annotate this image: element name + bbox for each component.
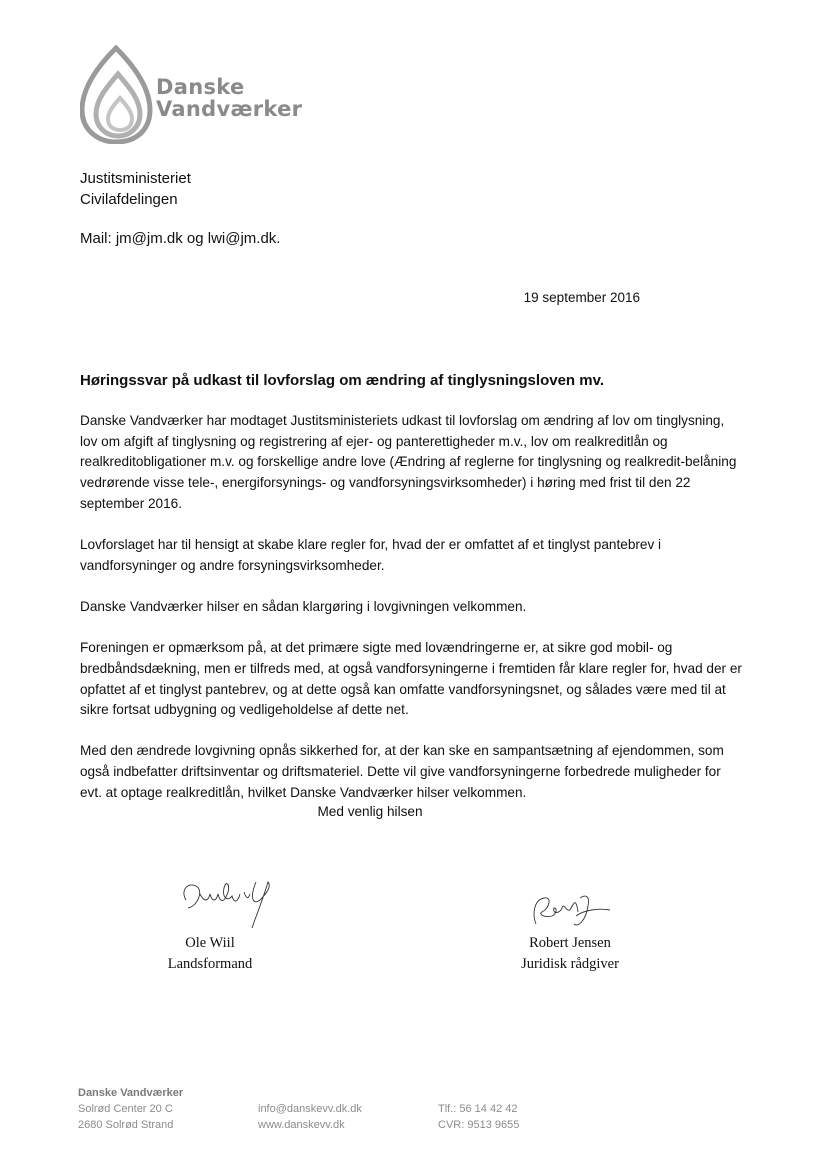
signatory-2	[490, 933, 650, 975]
footer-email[interactable]: info@danskevv.dk.dk	[258, 1103, 362, 1115]
signature-robert-jensen	[514, 888, 624, 934]
signatory-1	[130, 933, 290, 975]
signature-ole-wiil	[176, 872, 286, 932]
footer-numbers	[438, 1085, 519, 1133]
paragraph-4: Foreningen er opmærksom på, at det primære sigte med lovændringerne er, at sikre god mobil- og bredbåndsdækning, men er tilfreds med, at også vandforsyningerne i fremtiden får klare regler for, hvad der er opfattet af et tinglyst pantebrev, og at dette også kan omfatte vandforsyningsnet, og sålades være med til at sikre fortsat udbygning og vedligeholdelse af dette net.	[80, 640, 742, 718]
signatory-1-title: Landsformand	[167, 956, 253, 972]
paragraph-5: Med den ændrede lovgivning opnås sikkerhed for, at der kan ske en sampantsætning af ejendommen, som også indbefatter driftsinventar og driftsmateriel. Dette vil give vandforsyningerne forbedrede muligheder for evt. at optage realkreditlån, hvilket Danske Vandværker hilser velkommen.	[80, 743, 724, 800]
recipient-mail: Mail: jm@jm.dk og lwi@jm.dk.	[80, 230, 281, 247]
signatory-1-name: Ole Wiil	[185, 935, 235, 951]
footer-org: Danske Vandværker	[78, 1087, 184, 1099]
signatory-2-name: Robert Jensen	[529, 935, 611, 951]
paragraph-1: Danske Vandværker har modtaget Justitsministeriets udkast til lovforslag om ændring af lov om tinglysning, lov om afgift af tinglysning og registrering af ejer- og panterettigheder m.v., lov om realkreditlån og realkreditobligationer m.v. og forskellige andre love (Ændring af reglerne for tinglysning og realkredit-belåning vedrørende visse tele-, energiforsynings- og vandforsyningsvirksomheder) i høring med frist til den 22 september 2016.	[80, 413, 737, 511]
footer-phone: Tlf.: 56 14 42 42	[438, 1103, 518, 1115]
water-drop-logo-icon	[80, 44, 160, 144]
recipient-line-1: Justitsministeriet	[80, 170, 191, 187]
letter-subject: Høringssvar på udkast til lovforslag om ændring af tinglysningsloven mv.	[80, 372, 604, 389]
paragraph-2: Lovforslaget har til hensigt at skabe klare regler for, hvad der er omfattet af et tinglyst pantebrev i vandforsyninger og andre forsyningsvirksomheder.	[80, 537, 662, 573]
logo-line-1: Danske	[156, 75, 245, 99]
logo-line-2: Vandværker	[156, 97, 303, 121]
footer-contact	[258, 1085, 362, 1133]
paragraph-3: Danske Vandværker hilser en sådan klargøring i lovgivningen velkommen.	[80, 598, 527, 614]
recipient-line-2: Civilafdelingen	[80, 191, 178, 208]
signatory-2-title: Juridisk rådgiver	[521, 956, 619, 972]
footer-address	[78, 1085, 183, 1133]
footer-address-2: 2680 Solrød Strand	[78, 1119, 174, 1131]
letter-body	[80, 411, 744, 824]
letter-date: 19 september 2016	[523, 290, 640, 305]
footer-address-1: Solrød Center 20 C	[78, 1103, 173, 1115]
closing-greeting: Med venlig hilsen	[317, 804, 423, 819]
footer-cvr: CVR: 9513 9655	[438, 1119, 520, 1131]
recipient-block	[80, 168, 191, 210]
logo-wordmark	[156, 76, 302, 120]
footer-web[interactable]: www.danskevv.dk	[258, 1119, 345, 1131]
